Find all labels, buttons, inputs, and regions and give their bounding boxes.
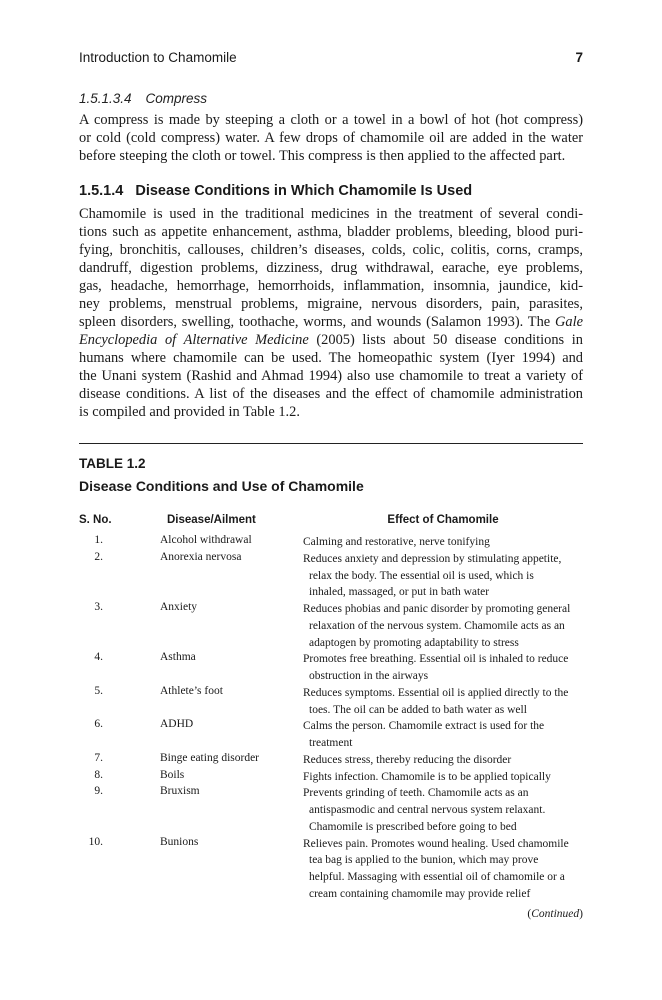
- row-number: 9.: [94, 785, 103, 798]
- effect-cell: [303, 601, 583, 651]
- paragraph-line: dandruff, digestion problems, dizziness, drug withdrawal, earache, eye problems,: [79, 260, 583, 276]
- column-header-disease: Disease/Ailment: [167, 514, 256, 526]
- disease-cell: Binge eating disorder: [160, 751, 260, 764]
- row-number: 4.: [94, 651, 103, 664]
- column-header-number: S. No.: [79, 514, 112, 526]
- effect-line: antispasmodic and central nervous system relaxant.: [309, 804, 546, 816]
- row-number: 1.: [94, 534, 103, 546]
- paragraph-line: Encyclopedia of Alternative Medicine (2005) lists about 50 disease conditions in: [79, 332, 583, 348]
- paragraph-line: tions such as appetite enhancement, asthma, bladder problems, bleeding, blood puri-: [79, 224, 583, 240]
- effect-line: Fights infection. Chamomile is to be applied topically: [303, 770, 551, 783]
- compress-subheading: [79, 91, 207, 106]
- effect-line: Prevents grinding of teeth. Chamomile acts as an: [303, 787, 529, 800]
- compress-subheading-title: Compress: [145, 91, 208, 106]
- disease-cell: Athlete’s foot: [160, 684, 223, 697]
- table-row: [0, 685, 662, 719]
- table-row: [0, 651, 662, 685]
- paragraph-line: the Unani system (Rashid and Ahmad 1994) also use chamomile to treat a variety of: [79, 368, 583, 384]
- effect-line: tea bag is applied to the bunion, which may prove: [309, 854, 539, 867]
- paragraph-line: humans where chamomile can be used. The homeopathic system (Iyer 1994) and: [79, 350, 583, 366]
- running-header-title: Introduction to Chamomile: [79, 50, 237, 65]
- effect-line: obstruction in the airways: [309, 670, 429, 682]
- paragraph-line: Chamomile is used in the traditional medicines in the treatment of several condi-: [79, 206, 583, 222]
- effect-line: helpful. Massaging with essential oil of chamomile or a: [309, 871, 565, 883]
- effect-line: Calming and restorative, nerve tonifying: [303, 536, 490, 548]
- table-row: [0, 785, 662, 835]
- disease-cell: Bunions: [160, 835, 199, 848]
- disease-cell: Asthma: [160, 651, 196, 664]
- paragraph-line: or cold (cold compress) water. A few drops of chamomile oil are added in the water: [79, 130, 583, 146]
- effect-cell: [303, 651, 583, 685]
- table-row: [0, 836, 662, 903]
- table-row: [0, 551, 662, 601]
- compress-paragraph: [79, 111, 583, 165]
- paragraph-line: ney problems, menstrual problems, migraine, nervous disorders, pain, parasites,: [79, 296, 583, 312]
- section-heading-title: Disease Conditions in Which Chamomile Is Used: [135, 183, 473, 199]
- effect-cell: [303, 534, 583, 551]
- effect-line: Promotes free breathing. Essential oil is inhaled to reduce: [303, 653, 569, 666]
- disease-cell: Boils: [160, 768, 185, 781]
- effect-line: Reduces phobias and panic disorder by promoting general: [303, 603, 571, 615]
- running-header: [79, 50, 583, 70]
- paragraph-line: before steeping the cloth or towel. This compress is then applied to the affected part.: [79, 148, 566, 164]
- disease-cell: Bruxism: [160, 785, 200, 798]
- table-label: TABLE 1.2: [79, 456, 146, 471]
- table-row: [0, 752, 662, 769]
- section-heading: [79, 183, 472, 199]
- row-number: 7.: [94, 751, 103, 764]
- table-title: Disease Conditions and Use of Chamomile: [79, 478, 364, 494]
- row-number: 2.: [94, 550, 103, 563]
- effect-line: relax the body. The essential oil is used, which is: [309, 569, 534, 582]
- table-row: [0, 718, 662, 752]
- compress-subheading-number: 1.5.1.3.4: [79, 91, 132, 106]
- disease-cell: ADHD: [160, 718, 194, 731]
- paragraph-line: disease conditions. A list of the diseases and the effect of chamomile administration: [79, 386, 583, 402]
- page-number: 7: [575, 50, 583, 65]
- row-number: 10.: [88, 835, 103, 848]
- paragraph-line: spleen disorders, swelling, toothache, worms, and wounds (Salamon 1993). The Gale: [79, 314, 583, 330]
- row-number: 3.: [94, 601, 103, 613]
- disease-conditions-paragraph: [79, 205, 583, 421]
- effect-line: Relieves pain. Promotes wound healing. Used chamomile: [303, 837, 569, 850]
- effect-cell: [303, 551, 583, 601]
- effect-line: treatment: [309, 737, 353, 749]
- effect-cell: [303, 718, 583, 752]
- effect-line: Calms the person. Chamomile extract is used for the: [303, 720, 545, 733]
- effect-line: cream containing chamomile may provide relief: [309, 887, 531, 900]
- table-top-rule: [79, 443, 583, 444]
- effect-cell: [303, 836, 583, 903]
- effect-cell: [303, 752, 583, 769]
- paragraph-line: gas, headache, hemorrhage, hemorrhoids, inflammation, insomnia, jaundice, kid-: [79, 278, 583, 294]
- table-row: [0, 534, 662, 551]
- disease-cell: Alcohol withdrawal: [160, 534, 252, 546]
- effect-line: relaxation of the nervous system. Chamomile acts as an: [309, 619, 565, 632]
- paragraph-line: A compress is made by steeping a cloth or a towel in a bowl of hot (hot compress): [79, 112, 583, 128]
- effect-line: Chamomile is prescribed before going to bed: [309, 820, 517, 833]
- effect-line: inhaled, massaged, or put in bath water: [309, 586, 490, 599]
- continued-note: (Continued): [527, 908, 583, 920]
- paragraph-line: fying, bronchitis, callouses, children’s diseases, colds, colic, colitis, corns, cramps,: [79, 242, 583, 258]
- disease-cell: Anorexia nervosa: [160, 550, 242, 563]
- effect-line: Reduces stress, thereby reducing the disorder: [303, 753, 512, 766]
- continued-text: Continued: [531, 908, 580, 920]
- effect-cell: [303, 685, 583, 719]
- table-body: [0, 534, 662, 903]
- column-header-effect: Effect of Chamomile: [387, 514, 499, 526]
- table-header-row: [0, 514, 662, 530]
- effect-cell: [303, 769, 583, 786]
- row-number: 6.: [94, 718, 103, 731]
- table-row: [0, 769, 662, 786]
- effect-line: Reduces anxiety and depression by stimulating appetite,: [303, 552, 562, 565]
- effect-line: adaptogen by promoting adaptability to stress: [309, 636, 519, 649]
- effect-line: Reduces symptoms. Essential oil is applied directly to the: [303, 686, 569, 699]
- row-number: 8.: [94, 768, 103, 781]
- effect-cell: [303, 785, 583, 835]
- row-number: 5.: [94, 684, 103, 697]
- section-heading-number: 1.5.1.4: [79, 183, 124, 199]
- effect-line: toes. The oil can be added to bath water as well: [309, 703, 527, 716]
- table-row: [0, 601, 662, 651]
- disease-cell: Anxiety: [160, 601, 198, 613]
- paragraph-line: is compiled and provided in Table 1.2.: [79, 404, 300, 420]
